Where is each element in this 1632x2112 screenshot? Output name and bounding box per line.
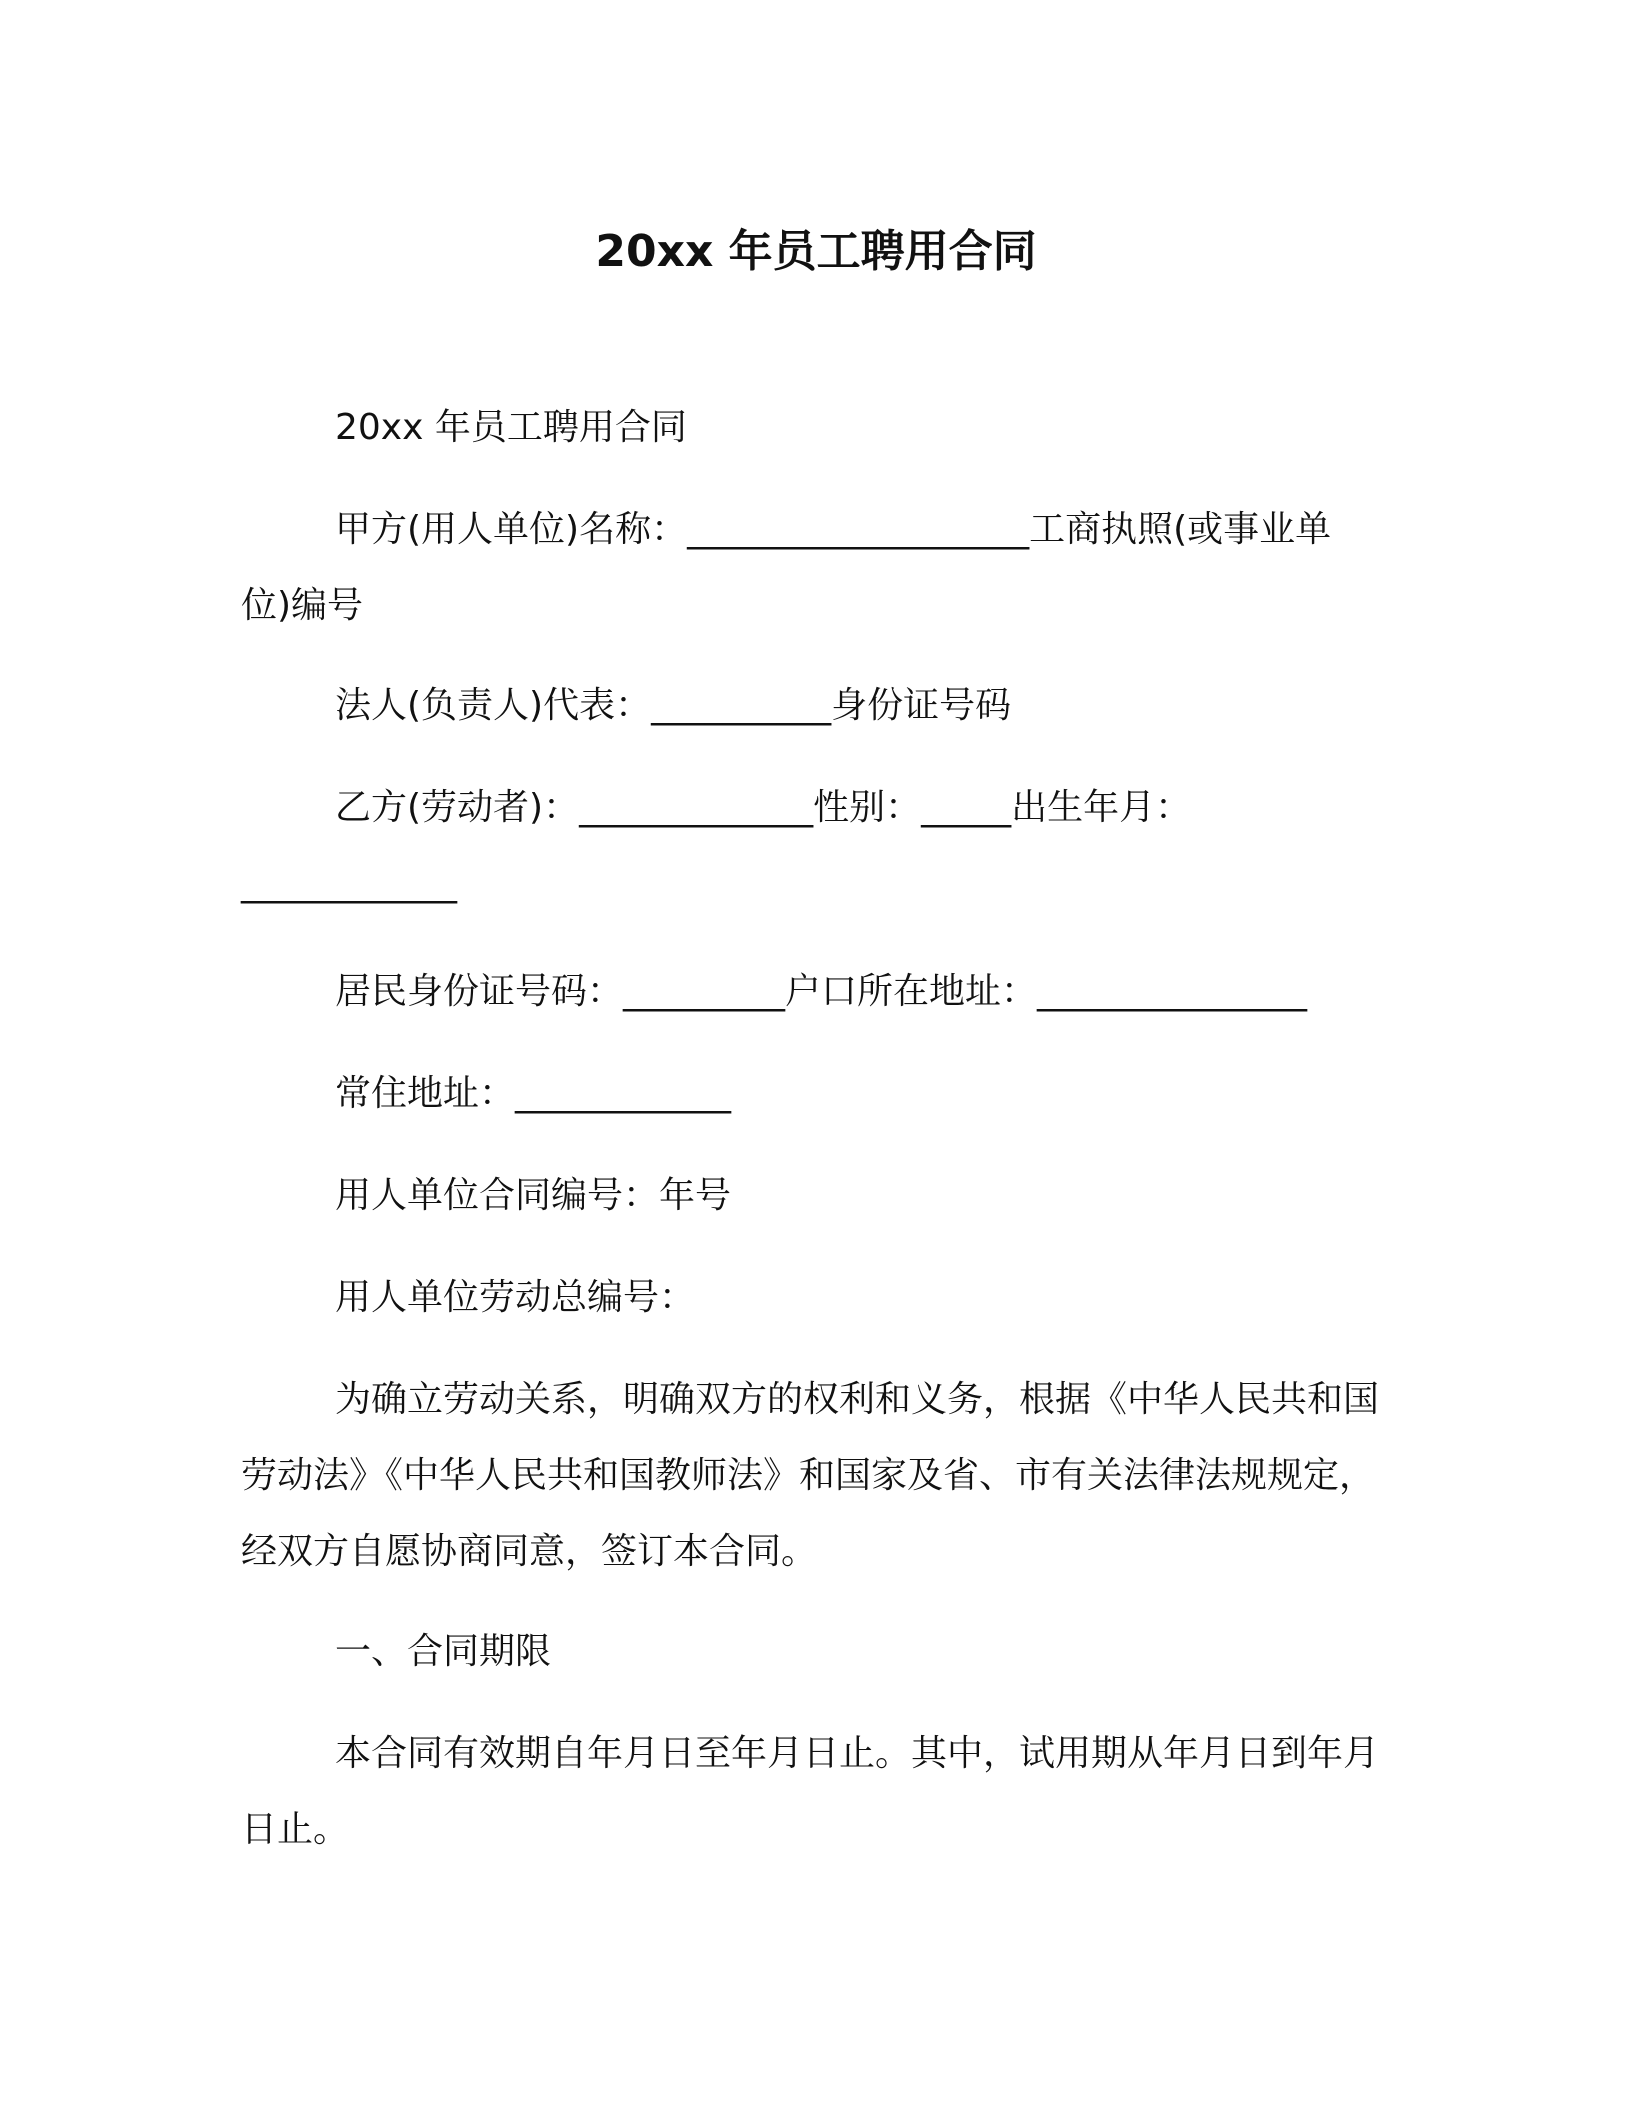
paragraph-residence: 常住地址：____________: [335, 1073, 732, 1114]
paragraph-preamble: 为确立劳动关系，明确双方的权利和义务，根据《中华人民共和国劳动法》《中华人民共和国教师法》和国家及省、市有关法律法规规定，经双方自愿协商同意，签订本合同。: [241, 1379, 1380, 1572]
paragraph-id-address: 居民身份证号码：_________户口所在地址：_______________: [335, 971, 1308, 1012]
section-heading-term: 一、合同期限: [335, 1631, 552, 1672]
document-title: 20xx 年员工聘用合同: [595, 226, 1037, 277]
paragraph-contract-number: 用人单位合同编号：年号: [335, 1175, 732, 1216]
paragraph-legal-rep: 法人(负责人)代表：__________身份证号码: [335, 685, 1012, 726]
paragraph-party-a: 甲方(用人单位)名称：___________________工商执照(或事业单位)编号: [241, 509, 1332, 626]
paragraph-heading: 20xx 年员工聘用合同: [335, 407, 687, 448]
paragraph-party-b: 乙方(劳动者)：_____________性别：_____出生年月：____________: [241, 787, 1192, 904]
paragraph-labor-number: 用人单位劳动总编号：: [335, 1277, 696, 1318]
paragraph-term: 本合同有效期自年月日至年月日止。其中，试用期从年月日到年月日止。: [241, 1733, 1380, 1850]
